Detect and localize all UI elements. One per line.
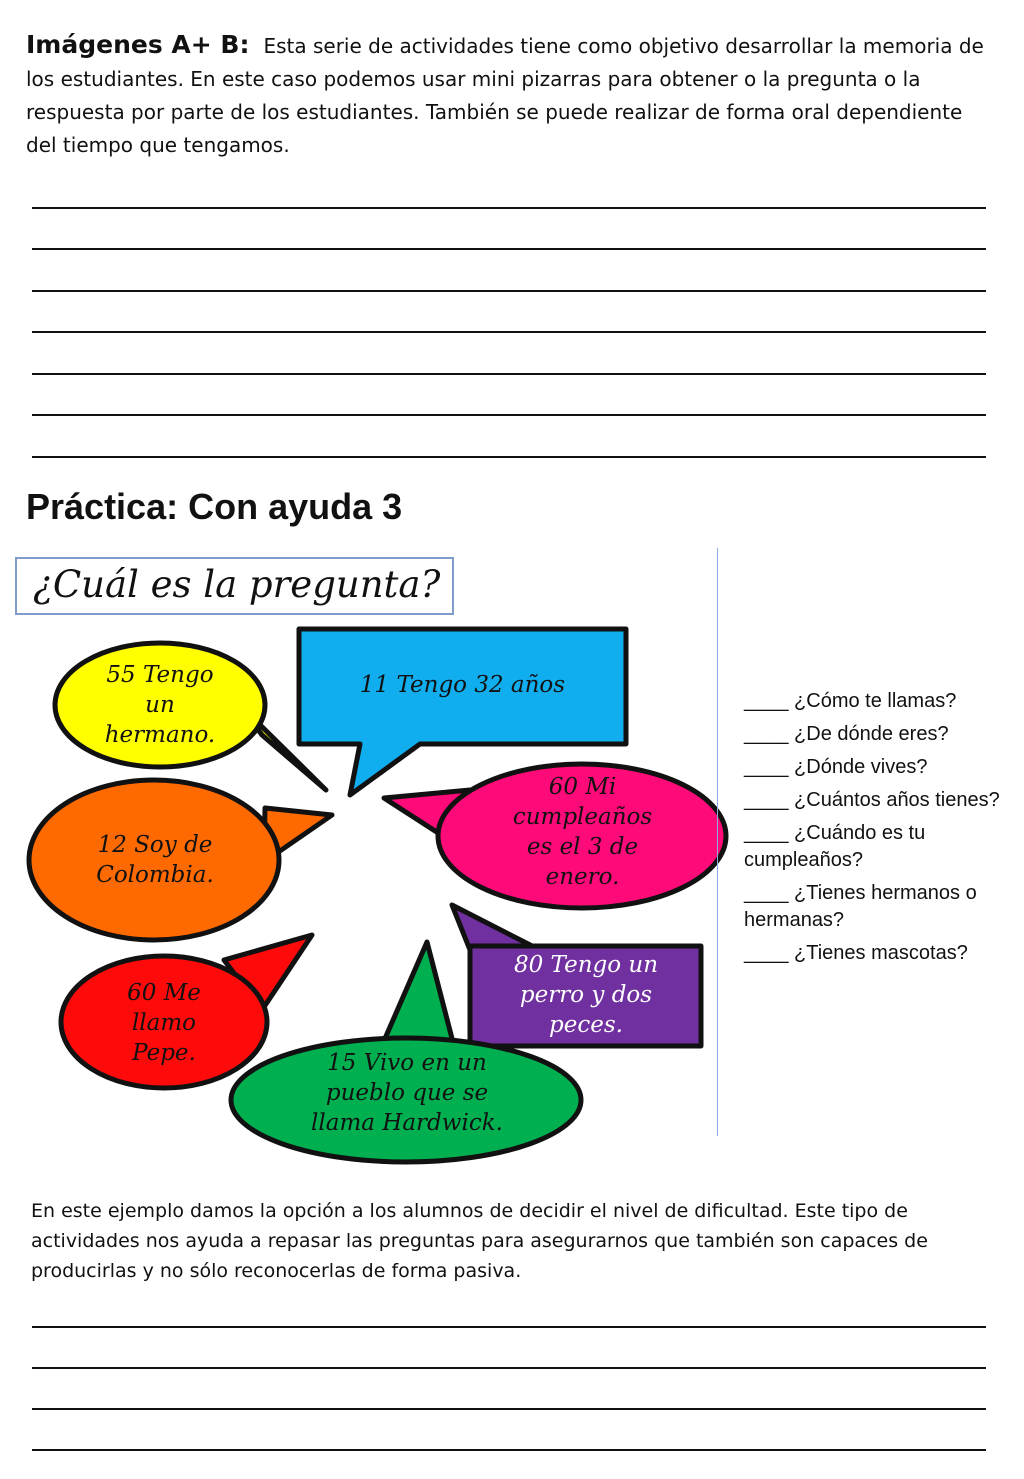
question-options-list <box>744 688 1004 973</box>
bubble-pueblo: 15 Vivo en un pueblo que se llama Hardwick. <box>311 1050 503 1136</box>
option-item: ____ ¿Tienes hermanos o hermanas? <box>744 882 977 931</box>
question-box-text: ¿Cuál es la pregunta? <box>33 563 441 606</box>
option-item: ____ ¿Cuándo es tu cumpleaños? <box>744 822 926 871</box>
section-title: Práctica: Con ayuda 3 <box>26 486 403 527</box>
column-divider <box>717 548 718 1136</box>
option-item: ____ ¿Dónde vives? <box>744 756 928 778</box>
option-item: ____ ¿De dónde eres? <box>744 723 949 745</box>
option-item: ____ ¿Cómo te llamas? <box>744 690 957 712</box>
bubble-colombia: 12 Soy de Colombia. <box>96 832 214 888</box>
writing-line <box>32 1449 986 1451</box>
writing-line <box>32 1367 986 1369</box>
bubble-mascotas: 80 Tengo un perro y dos peces. <box>513 952 659 1038</box>
bubble-hermano: 55 Tengo un hermano. <box>104 662 216 748</box>
option-item: ____ ¿Cuántos años tienes? <box>744 789 1000 811</box>
intro-body: Esta serie de actividades tiene como objetivo desarrollar la memoria de los estudiantes. En este caso podemos usar mini pizarras para obtener o la pregunta o la respuesta por parte de los estudiantes. También se puede realizar de forma oral dependiente del tiempo que tengamos. <box>26 34 984 157</box>
bubble-nombre: 60 Me llamo Pepe. <box>127 980 201 1066</box>
writing-line <box>32 1408 986 1410</box>
bubble-edad: 11 Tengo 32 años <box>359 672 566 698</box>
writing-line <box>32 1326 986 1328</box>
intro-lead: Imágenes A+ B: <box>26 30 250 59</box>
option-item: ____ ¿Tienes mascotas? <box>744 942 968 964</box>
bubble-cumple: 60 Mi cumpleaños es el 3 de enero. <box>512 774 653 890</box>
outro-paragraph: En este ejemplo damos la opción a los alumnos de decidir el nivel de dificultad. Este tipo de actividades nos ayuda a repasar las preguntas para asegurarnos que también son capaces de producirlas y no sólo reconocerlas de forma pasiva. <box>31 1200 928 1282</box>
